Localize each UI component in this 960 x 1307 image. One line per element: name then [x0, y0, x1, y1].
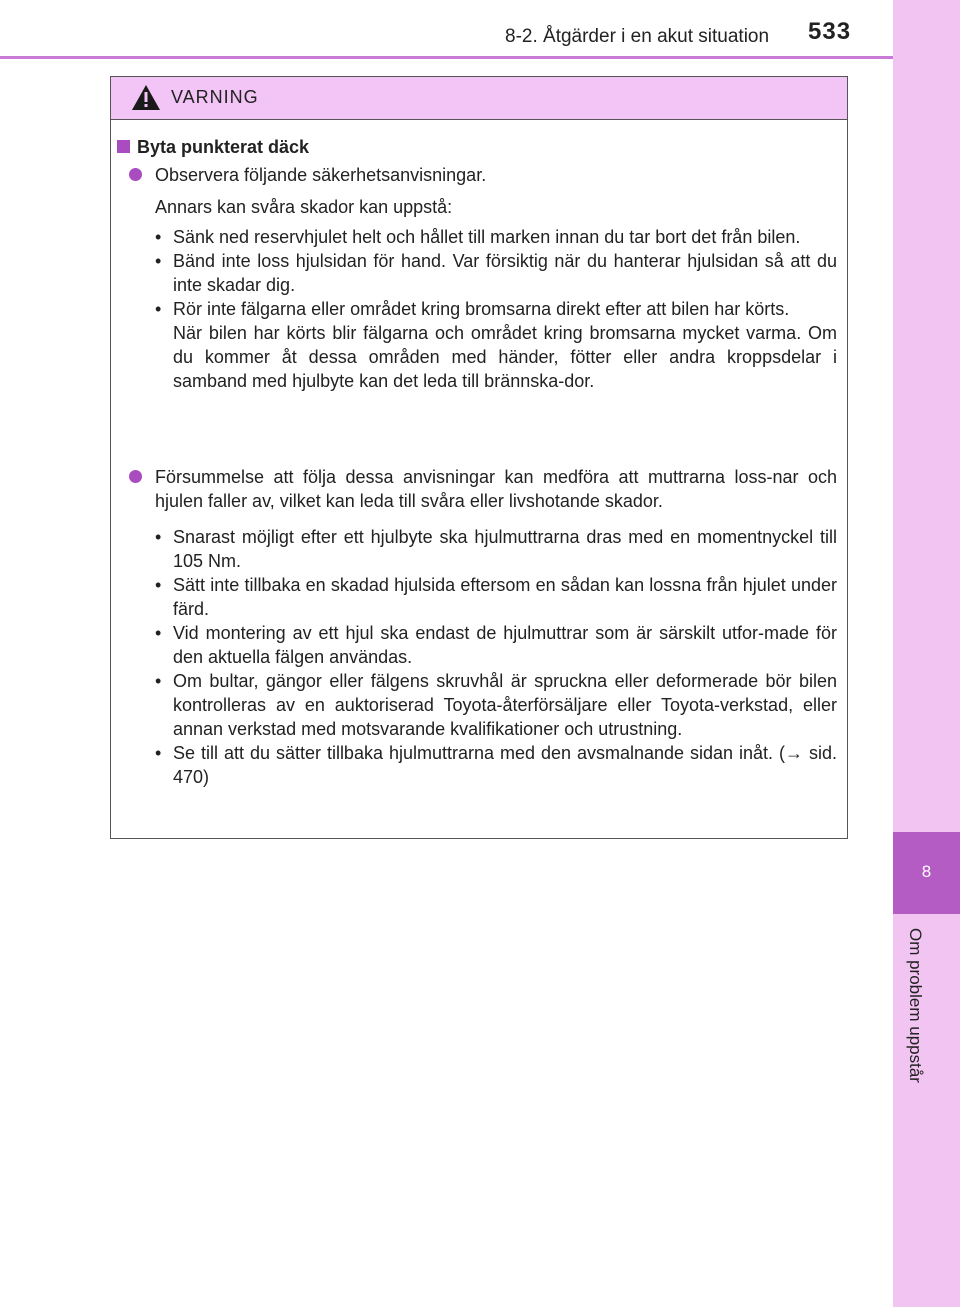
round-bullet-icon	[129, 470, 142, 483]
list-item: • Vid montering av ett hjul ska endast de hjulmuttrar som är särskilt utfor-made för den aktuella fälgen användas.	[155, 621, 837, 669]
round-bullet-icon	[129, 168, 142, 181]
warning-header	[111, 77, 847, 120]
arrow-right-icon: →	[785, 743, 804, 763]
list-item: • Sätt inte tillbaka en skadad hjulsida eftersom en sådan kan lossna från hjulet under färd.	[155, 573, 837, 621]
bullet-paragraph-2: Försummelse att följa dessa anvisningar kan medföra att muttrarna loss-nar och hjulen faller av, vilket kan leda till svåra eller livshotande skador.	[129, 465, 837, 513]
chapter-label: Om problem uppstår	[906, 928, 925, 1083]
warning-title: VARNING	[171, 87, 259, 107]
list-item: • Bänd inte loss hjulsidan för hand. Var försiktig när du hanterar hjulsidan så att du inte skadar dig.	[155, 249, 837, 297]
list-item: • Sänk ned reservhjulet helt och hållet till marken innan du tar bort det från bilen.	[155, 225, 837, 249]
warning-heading: Byta punkterat däck	[117, 135, 309, 159]
warning-box	[110, 76, 848, 839]
list-item-continuation: När bilen har körts blir fälgarna och området kring bromsarna mycket varma. Om du kommer åt dessa områden med händer, fötter eller andra kroppsdelar i samband med hjulbyte kan det leda till brännska-dor.	[173, 323, 837, 391]
square-bullet-icon	[117, 140, 130, 153]
chapter-number: 8	[921, 862, 932, 881]
precaution-list-1	[155, 225, 837, 393]
intro-text: Annars kan svåra skador kan uppstå:	[155, 197, 453, 217]
warning-triangle-icon	[131, 84, 161, 116]
header-rule	[0, 56, 893, 59]
list-item: • Om bultar, gängor eller fälgens skruvhål är spruckna eller deformerade bör bilen kontrolleras av en auktoriserad Toyota-återförsäljare eller Toyota-verkstad, eller annan verkstad med motsvarande kvalifikationer och utrustning.	[155, 669, 837, 741]
page-number: 533	[808, 18, 852, 45]
bullet-paragraph-1: Observera följande säkerhetsanvisningar.	[129, 163, 837, 187]
list-item: • Snarast möjligt efter ett hjulbyte ska hjulmuttrarna dras med en momentnyckel till 105 Nm.	[155, 525, 837, 573]
precaution-list-2	[155, 525, 837, 789]
list-item: • Rör inte fälgarna eller området kring bromsarna direkt efter att bilen har körts.	[155, 297, 837, 321]
list-item: • Se till att du sätter tillbaka hjulmuttrarna med den avsmalnande sidan inåt. (→ sid. 470)	[155, 741, 837, 789]
section-title: 8-2. Åtgärder i en akut situation	[505, 26, 770, 47]
